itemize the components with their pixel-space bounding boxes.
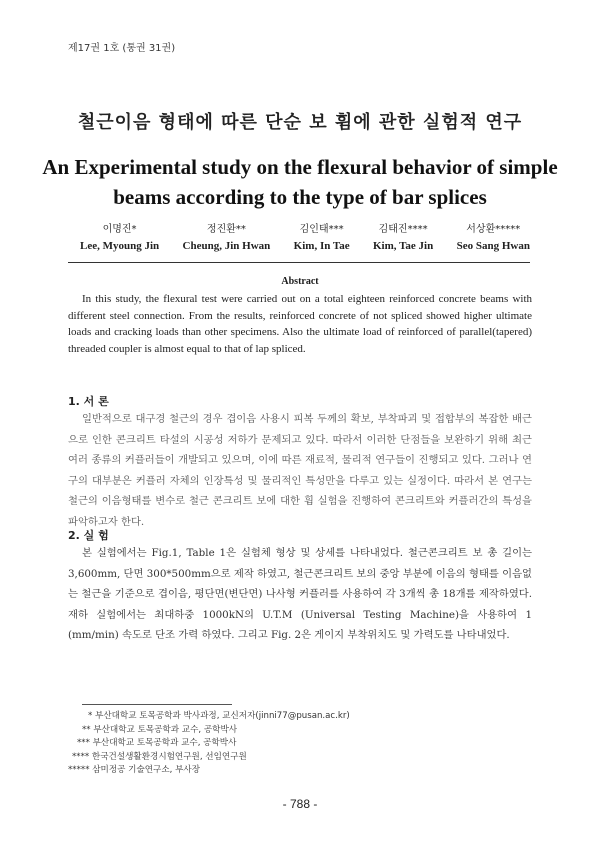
author-name-english: Seo Sang Hwan: [456, 240, 530, 252]
english-title: An Experimental study on the flexural behavior of simple beams according to the type of bar splices: [42, 155, 558, 209]
title-divider: [68, 262, 530, 263]
author-name-english: Kim, Tae Jin: [373, 240, 434, 252]
author: [294, 221, 350, 255]
abstract-text: In this study, the flexural test were carried out on a total eighteen reinforced concrete beams with different steel connection. From the results, reinforced concrete of not spliced showed higher ultimate loads and cracking loads than other specimens. Also the ultimate load of reinforced of parallel(tapered) threaded coupler is almost equal to that of lap spliced.: [68, 293, 532, 355]
section-body-introduction: 일반적으로 대구경 철근의 경우 겹이음 사용시 피복 두께의 확보, 부착파괴 및 접합부의 복잡한 배근으로 인한 콘크리트 타설의 시공성 저하가 문제되고 있다. 따라서 이러한 단점들을 보완하기 위해 최근 여러 종류의 커플러들이 개발되고 있으며, 이에 따른 재료적, 물리적 연구들이 진행되고 있다. 그러나 연구의 대부분은 커플러 자체의 인장특성 및 물리적인 특성만을 다루고 있는 실정이다. 따라서 본 연구는 철근의 이음형태를 변수로 철근 콘크리트 보에 대한 휨 실험을 진행하여 콘크리트와 커플러간의 특성을 파악하고자 한다.: [68, 413, 532, 528]
author-name-korean: 김인태***: [299, 224, 344, 235]
footnote: ** 부산대학교 토목공학과 교수, 공학박사: [82, 724, 238, 735]
page-number: - 788 -: [282, 797, 318, 811]
author-name-korean: 서상환*****: [466, 224, 521, 235]
footnote: **** 한국건설생활환경시험연구원, 선임연구원: [72, 751, 247, 762]
footnotes: [68, 710, 350, 778]
author-name-english: Cheung, Jin Hwan: [182, 240, 271, 252]
abstract-heading: Abstract: [281, 276, 319, 287]
author-name-korean: 김태진****: [378, 224, 428, 235]
author-name-english: Lee, Myoung Jin: [80, 240, 160, 252]
author-name-english: Kim, In Tae: [293, 240, 350, 252]
author-list: [80, 221, 530, 255]
author: [80, 221, 159, 255]
author: [457, 221, 530, 255]
author: [183, 221, 271, 255]
author: [373, 221, 433, 255]
section-heading-introduction: 1. 서 론: [68, 395, 109, 408]
footnote-divider: [82, 704, 232, 705]
section-heading-experiment: 2. 실 험: [68, 529, 109, 542]
korean-title: 철근이음 형태에 따른 단순 보 휨에 관한 실험적 연구: [77, 112, 523, 133]
footnote: ***** 삼미정공 기술연구소, 부사장: [68, 765, 201, 775]
footnote: * 부산대학교 토목공학과 박사과정, 교신저자(jinni77@pusan.ac.kr): [88, 711, 350, 721]
footnote: *** 부산대학교 토목공학과 교수, 공학박사: [77, 738, 237, 748]
volume-issue: 제17권 1호 (통권 31권): [68, 43, 176, 54]
author-name-korean: 정진환**: [206, 224, 246, 235]
section-body-experiment: 본 실험에서는 Fig.1, Table 1은 실험체 형상 및 상세를 나타내었다. 철근콘크리트 보 총 길이는 3,600mm, 단면 300*500mm으로 제작 하였고, 철근콘크리트 보의 중앙 부분에 이음의 형태를 이음없는 철근을 기준으로 겹이음, 평단면(변단면) 나사형 커플러를 사용하여 각 3개씩 총 18개를 제작하였다. 재하 실험에서는 최대하중 1000kN의 U.T.M (Universal Testing Machine)을 사용하여 1 (mm/min) 속도로 단조 가력 하였다. 그리고 Fig. 2은 게이지 부착위치도 및 가력도를 나타내었다.: [68, 547, 532, 641]
author-name-korean: 이명진*: [102, 224, 137, 235]
